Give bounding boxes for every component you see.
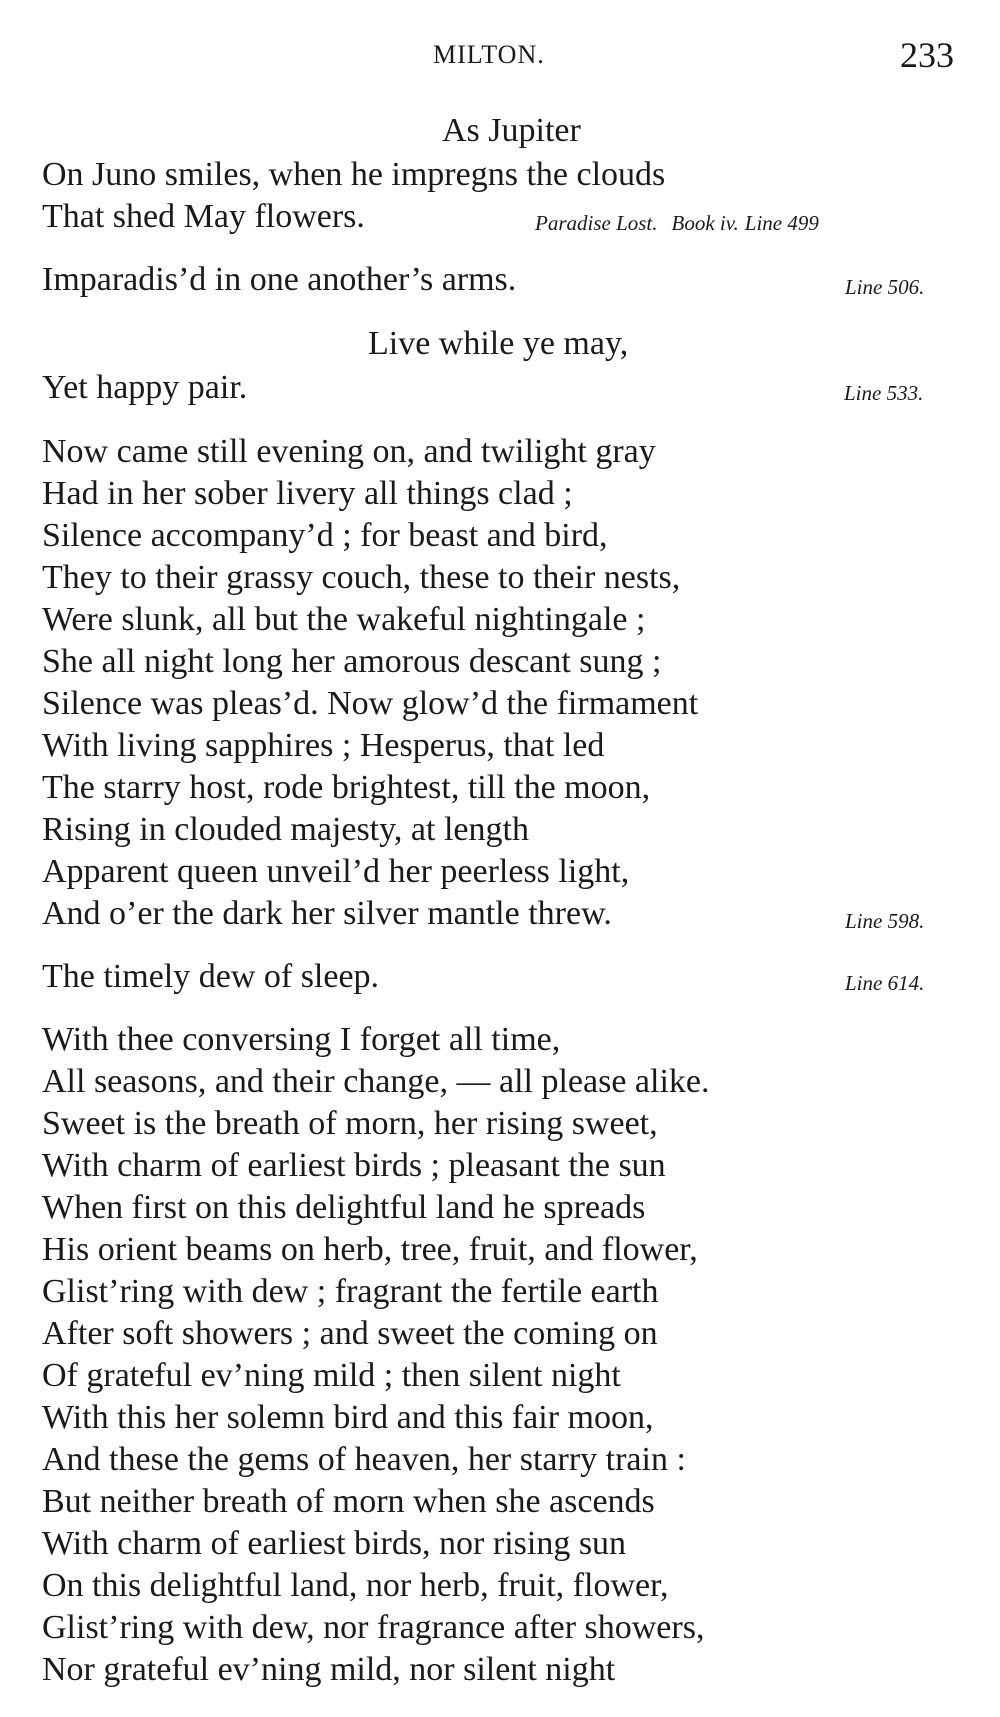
verse-line: Silence accompany’d ; for beast and bird, [42,517,608,554]
citation [535,208,819,238]
verse-line: Glist’ring with dew ; fragrant the fertile earth [42,1273,659,1310]
verse-line: His orient beams on herb, tree, fruit, and flower, [42,1231,698,1268]
verse-line: They to their grassy couch, these to their nests, [42,559,681,596]
verse-line: Glist’ring with dew, nor fragrance after showers, [42,1609,705,1646]
verse-line: That shed May flowers. [42,198,365,235]
verse-line: Now came still evening on, and twilight gray [42,433,656,470]
citation: Line 533. [844,381,924,405]
verse-line: Nor grateful ev’ning mild, nor silent night [42,1651,616,1688]
citation-work: Paradise Lost. [535,211,658,235]
page-number: 233 [900,35,954,75]
verse-line: Yet happy pair. [42,369,248,406]
citation: Line 598. [845,909,925,933]
verse-line: On this delightful land, nor herb, fruit, flower, [42,1567,669,1604]
verse-line: Silence was pleas’d. Now glow’d the firmament [42,685,699,722]
citation: Line 506. [845,275,925,299]
verse-line: The timely dew of sleep. [42,958,380,995]
verse-line: She all night long her amorous descant sung ; [42,643,662,680]
verse-line: When first on this delightful land he spreads [42,1189,646,1226]
verse-line: Apparent queen unveil’d her peerless light, [42,853,630,890]
verse-line: Sweet is the breath of morn, her rising sweet, [42,1105,658,1142]
verse-line: As Jupiter [442,112,581,149]
verse-line: And these the gems of heaven, her starry train : [42,1441,686,1478]
verse-line: Were slunk, all but the wakeful nightingale ; [42,601,646,638]
verse-line: But neither breath of morn when she ascends [42,1483,655,1520]
verse-line: Of grateful ev’ning mild ; then silent night [42,1357,621,1394]
verse-line: After soft showers ; and sweet the coming on [42,1315,658,1352]
verse-line: Had in her sober livery all things clad ; [42,475,573,512]
verse-line: With charm of earliest birds ; pleasant the sun [42,1147,666,1184]
citation-line: Line 499 [744,211,819,235]
verse-line: And o’er the dark her silver mantle threw. [42,895,612,932]
citation: Line 614. [845,971,925,995]
verse-line: On Juno smiles, when he impregns the clouds [42,156,666,193]
citation-book: Book iv. [671,211,739,235]
verse-line: Rising in clouded majesty, at length [42,811,529,848]
verse-line: With charm of earliest birds, nor rising sun [42,1525,627,1562]
verse-line: With this her solemn bird and this fair moon, [42,1399,654,1436]
verse-line: With thee conversing I forget all time, [42,1021,561,1058]
verse-line: With living sapphires ; Hesperus, that led [42,727,605,764]
running-title: MILTON. [433,40,545,69]
running-head [0,30,1000,80]
verse-line: Live while ye may, [368,325,629,362]
verse-line: The starry host, rode brightest, till the moon, [42,769,651,806]
verse-line: Imparadis’d in one another’s arms. [42,261,517,298]
verse-line: All seasons, and their change, — all please alike. [42,1063,710,1100]
